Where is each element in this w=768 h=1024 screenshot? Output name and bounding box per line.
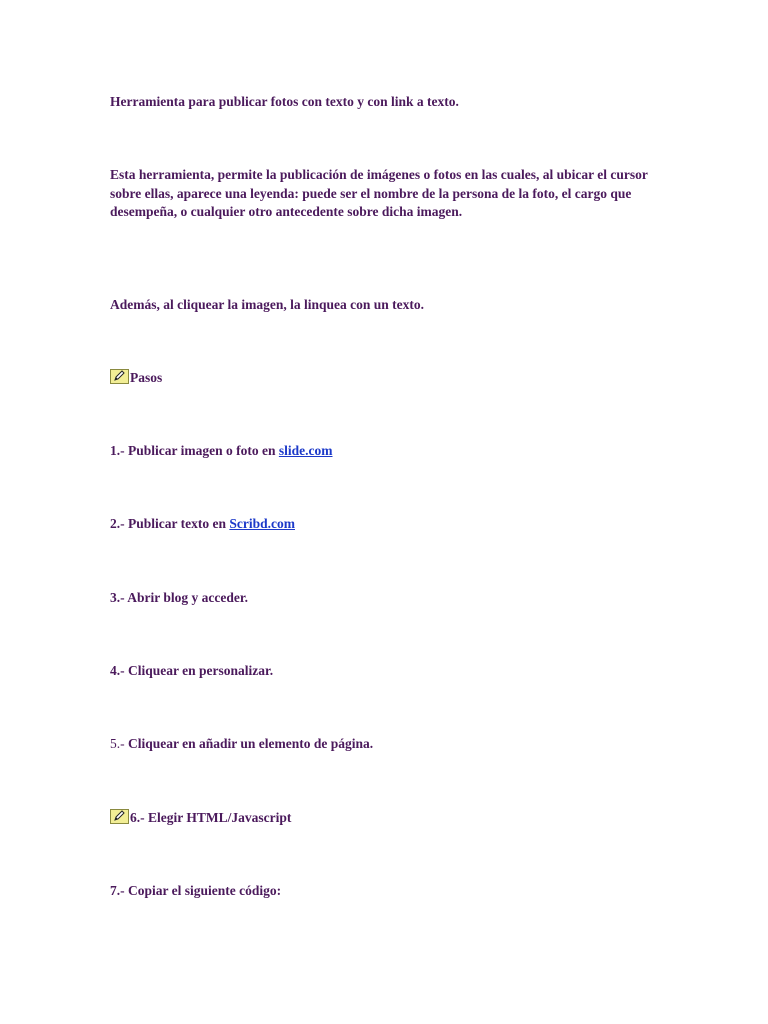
slide-link[interactable]: slide.com (278, 443, 333, 458)
scribd-link[interactable]: Scribd.com (229, 516, 295, 531)
step-5-text: Cliquear en añadir un elemento de página. (124, 736, 374, 751)
step-5 (110, 735, 373, 754)
extra-paragraph: Además, al cliquear la imagen, la linquea con un texto. (110, 297, 425, 312)
step-2-text: 2.- Publicar texto en (110, 516, 230, 531)
pencil-icon (110, 809, 129, 824)
step-6-text: 6.- Elegir HTML/Javascript (130, 810, 292, 825)
step-1-text: 1.- Publicar imagen o foto en (110, 443, 279, 458)
intro-paragraph: Esta herramienta, permite la publicación de imágenes o fotos en las cuales, al ubicar el cursor sobre ellas, aparece una leyenda: puede ser el nombre de la persona de la foto, el cargo que desempeña, o cualquier otro antecedente sobre dicha imagen. (110, 167, 648, 219)
step-6 (110, 809, 291, 828)
step-1 (110, 442, 333, 461)
pencil-icon (110, 369, 129, 384)
step-3: 3.- Abrir blog y acceder. (110, 590, 248, 605)
step-5-number: 5.- (110, 736, 125, 751)
steps-heading (110, 369, 162, 388)
document-title: Herramienta para publicar fotos con texto y con link a texto. (110, 94, 459, 109)
steps-heading-label: Pasos (130, 370, 163, 385)
step-2 (110, 515, 295, 534)
step-4: 4.- Cliquear en personalizar. (110, 663, 274, 678)
step-7: 7.- Copiar el siguiente código: (110, 883, 282, 898)
